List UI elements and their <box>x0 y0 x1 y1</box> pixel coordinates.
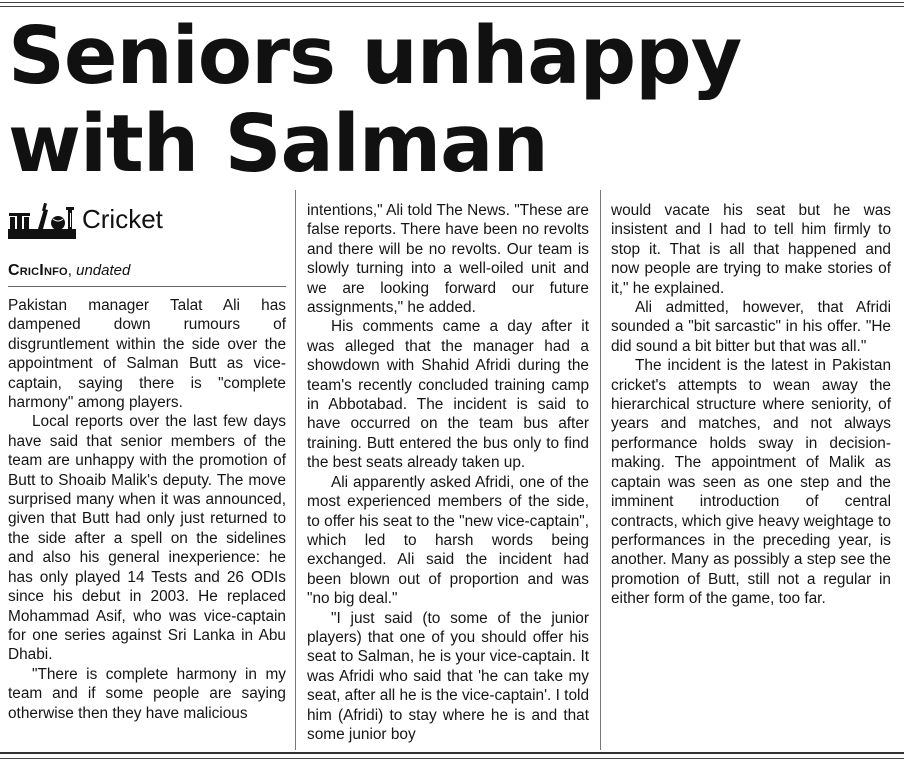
byline-source: CricInfo <box>8 262 68 279</box>
paragraph: would vacate his seat but he was insistent and I had to tell him firmly to stop it. That is all that happened and now people are trying to make stories of it," he explained. <box>611 202 891 297</box>
byline-date: undated <box>76 262 131 279</box>
paragraph: Ali apparently asked Afridi, one of the most experienced members of the side, to offer his seat to the "new vice-captain", which led to harsh words being exchanged. Ali said the incident had been blown out of proportion and was "no big deal." <box>307 473 589 608</box>
bottom-rule-thin <box>0 758 904 759</box>
section-label: Cricket <box>82 203 163 234</box>
paragraph: The incident is the latest in Pakistan cricket's attempts to wean away the hierarchical structure where seniority, of years and matches, and not always performance holds sway in decision-making. The appointment of Malik as captain was seen as one step and the imminent introduction of central contracts, which give heavy weightage to performances in the preceding year, is another. Many as possibly a step see the promotion of Butt, still not a regular in either form of the game, too far. <box>611 357 891 608</box>
top-rule-thin <box>0 6 904 7</box>
paragraph: "There is complete harmony in my team and if some people are saying otherwise then they have malicious <box>8 665 286 722</box>
paragraph: "I just said (to some of the junior players) that one of you should offer his seat to Salman, he is your vice-captain. It was Afridi who said that 'he can take my seat, after all he is the vice-captain'. I told him (Afridi) to stay where he is and that some junior boy <box>307 609 589 743</box>
byline-separator: , <box>67 262 77 279</box>
section-header <box>8 199 286 239</box>
paragraph: His comments came a day after it was alleged that the manager had a showdown with Shahid Afridi during the team's recently concluded training camp in Abbotabad. The incident is said to have occurred on the team bus after training. Butt entered the bus only to find the best seats already taken up. <box>307 318 589 472</box>
top-rule <box>0 2 904 3</box>
paragraph: Pakistan manager Talat Ali has dampened down rumours of disgruntlement within the side over the appointment of Salman Butt as vice-captain, saying there is "complete harmony" among players. <box>8 297 286 412</box>
paragraph: intentions," Ali told The News. "These are false reports. There have been no revolts and there will be no revolts. Our team is slowly turning into a well-oiled unit and we are looking forward our future assignments," he added. <box>307 202 589 317</box>
column-1 <box>8 296 286 723</box>
headline: Seniors unhappy with Salman <box>8 10 742 190</box>
cricket-logo-icon <box>8 199 76 239</box>
column-divider <box>295 190 296 750</box>
paragraph: Local reports over the last few days have said that senior members of the team are unhappy with the promotion of Butt to Shoaib Malik's deputy. The move surprised many when it was announced, given that Butt had only just returned to the side after a spell on the sidelines and also his general inexperience: he has only played 14 Tests and 26 ODIs since his debut in 2003. He replaced Mohammad Asif, who was vice-captain for one series against Sri Lanka in Abu Dhabi. <box>8 413 286 664</box>
byline-rule <box>8 286 286 287</box>
byline <box>8 262 286 280</box>
column-3 <box>611 201 891 609</box>
paragraph: Ali admitted, however, that Afridi sounded a "bit sarcastic" in his offer. "He did sound a bit bitter but that was all." <box>611 299 891 355</box>
column-2 <box>307 201 589 744</box>
bottom-rule <box>0 752 904 754</box>
column-divider <box>600 190 601 750</box>
